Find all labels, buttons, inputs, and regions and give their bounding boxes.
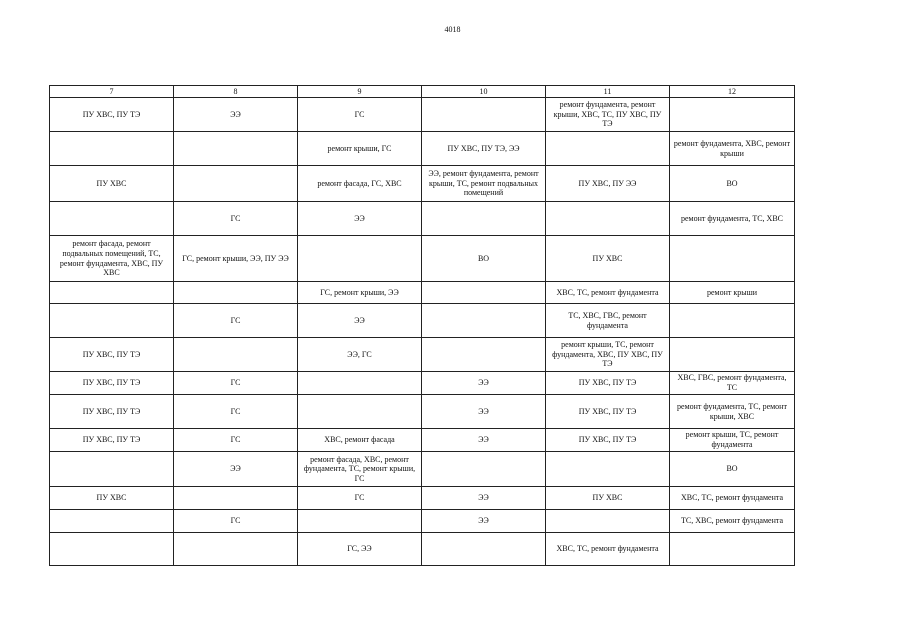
table-cell [174, 132, 298, 166]
table-cell [422, 533, 546, 566]
table-cell: ЭЭ, ремонт фундамента, ремонт крыши, ТС, ремонт подвальных помещений [422, 166, 546, 202]
table-row [50, 452, 795, 487]
table-cell: ЭЭ [422, 372, 546, 395]
table-row [50, 395, 795, 429]
table-cell: ГС, ЭЭ [298, 533, 422, 566]
table-cell [670, 533, 795, 566]
table-row [50, 510, 795, 533]
table-cell: ПУ ХВС, ПУ ТЭ [50, 429, 174, 452]
table-cell [174, 338, 298, 372]
table-cell: ХВС, ремонт фасада [298, 429, 422, 452]
table-cell [174, 166, 298, 202]
column-header: 8 [174, 86, 298, 98]
table-cell: ГС [174, 395, 298, 429]
column-header: 11 [546, 86, 670, 98]
table-cell: ремонт фундамента, ТС, ремонт крыши, ХВС [670, 395, 795, 429]
table-row [50, 338, 795, 372]
table-cell: ЭЭ [298, 202, 422, 236]
table-cell [670, 98, 795, 132]
table-cell: ГС [174, 304, 298, 338]
table-cell [546, 132, 670, 166]
table-cell: ремонт фасада, ХВС, ремонт фундамента, ТС, ремонт крыши, ГС [298, 452, 422, 487]
page-number: 4018 [444, 25, 461, 34]
table-cell: ПУ ХВС, ПУ ТЭ, ЭЭ [422, 132, 546, 166]
table-cell: ЭЭ [422, 510, 546, 533]
table-cell: ЭЭ [174, 452, 298, 487]
table-cell: ВО [670, 452, 795, 487]
table-cell: ПУ ХВС [546, 236, 670, 282]
table-cell: ЭЭ [422, 487, 546, 510]
table-row [50, 304, 795, 338]
table-cell [298, 395, 422, 429]
table-cell: ПУ ХВС [50, 487, 174, 510]
table-cell [422, 338, 546, 372]
table-cell: ГС [174, 510, 298, 533]
table-cell [422, 304, 546, 338]
table-row [50, 132, 795, 166]
table-cell [50, 132, 174, 166]
table-cell: ПУ ХВС, ПУ ТЭ [546, 372, 670, 395]
table-cell: ГС [174, 429, 298, 452]
table-cell [50, 452, 174, 487]
table-cell [50, 202, 174, 236]
table-cell: ГС [174, 372, 298, 395]
table-cell: ЭЭ [422, 395, 546, 429]
column-header: 12 [670, 86, 795, 98]
table-cell: ТС, ХВС, ГВС, ремонт фундамента [546, 304, 670, 338]
table-cell: ХВС, ТС, ремонт фундамента [546, 282, 670, 304]
table-cell: ГС, ремонт крыши, ЭЭ [298, 282, 422, 304]
table-cell: ПУ ХВС, ПУ ТЭ [50, 98, 174, 132]
column-header: 10 [422, 86, 546, 98]
table-row [50, 282, 795, 304]
table-cell: ХВС, ГВС, ремонт фундамента, ТС [670, 372, 795, 395]
table-row [50, 372, 795, 395]
table-row [50, 98, 795, 132]
table-cell [298, 236, 422, 282]
table-cell [174, 282, 298, 304]
table-cell [422, 202, 546, 236]
table-cell [50, 510, 174, 533]
table-cell: ХВС, ТС, ремонт фундамента [670, 487, 795, 510]
table-cell [670, 304, 795, 338]
table-row [50, 487, 795, 510]
table-cell: ремонт крыши [670, 282, 795, 304]
column-header: 7 [50, 86, 174, 98]
table-cell [50, 533, 174, 566]
table-cell: ПУ ХВС [50, 166, 174, 202]
table-cell: ремонт фундамента, ТС, ХВС [670, 202, 795, 236]
table-row [50, 202, 795, 236]
table-cell: ЭЭ [174, 98, 298, 132]
table-cell: ХВС, ТС, ремонт фундамента [546, 533, 670, 566]
table-cell: ПУ ХВС, ПУ ТЭ [546, 395, 670, 429]
table-cell [50, 282, 174, 304]
table-row [50, 166, 795, 202]
table-cell: ЭЭ [298, 304, 422, 338]
table-cell: ПУ ХВС [546, 487, 670, 510]
table-cell: ГС, ремонт крыши, ЭЭ, ПУ ЭЭ [174, 236, 298, 282]
table-cell [174, 487, 298, 510]
table-cell: ремонт фасада, ГС, ХВС [298, 166, 422, 202]
data-table [49, 85, 795, 566]
table-cell: ПУ ХВС, ПУ ТЭ [546, 429, 670, 452]
table-cell [422, 282, 546, 304]
table-header-row [50, 86, 795, 98]
table-cell [50, 304, 174, 338]
table-cell: ЭЭ, ГС [298, 338, 422, 372]
table-row [50, 236, 795, 282]
table-cell [546, 452, 670, 487]
table-cell [546, 202, 670, 236]
table-cell [670, 236, 795, 282]
table-cell: ВО [670, 166, 795, 202]
table-cell: ремонт фасада, ремонт подвальных помещений, ТС, ремонт фундамента, ХВС, ПУ ХВС [50, 236, 174, 282]
column-header: 9 [298, 86, 422, 98]
table-row [50, 429, 795, 452]
table-cell [422, 452, 546, 487]
table-cell: ремонт фундамента, ХВС, ремонт крыши [670, 132, 795, 166]
table-cell: ПУ ХВС, ПУ ЭЭ [546, 166, 670, 202]
table-cell: ПУ ХВС, ПУ ТЭ [50, 338, 174, 372]
table-cell: ремонт крыши, ТС, ремонт фундамента, ХВС, ПУ ХВС, ПУ ТЭ [546, 338, 670, 372]
table-cell: ремонт крыши, ТС, ремонт фундамента [670, 429, 795, 452]
table-cell: ВО [422, 236, 546, 282]
table-cell: ГС [298, 487, 422, 510]
table-cell: ремонт крыши, ГС [298, 132, 422, 166]
table-cell: ГС [174, 202, 298, 236]
table-cell: ТС, ХВС, ремонт фундамента [670, 510, 795, 533]
table-cell: ремонт фундамента, ремонт крыши, ХВС, ТС, ПУ ХВС, ПУ ТЭ [546, 98, 670, 132]
table-cell: ПУ ХВС, ПУ ТЭ [50, 372, 174, 395]
table-cell [174, 533, 298, 566]
table-cell [422, 98, 546, 132]
table-cell [546, 510, 670, 533]
table-cell: ГС [298, 98, 422, 132]
table-row [50, 533, 795, 566]
table-body [50, 98, 795, 566]
table-cell: ПУ ХВС, ПУ ТЭ [50, 395, 174, 429]
table-cell [670, 338, 795, 372]
table-cell: ЭЭ [422, 429, 546, 452]
table-cell [298, 372, 422, 395]
table-cell [298, 510, 422, 533]
